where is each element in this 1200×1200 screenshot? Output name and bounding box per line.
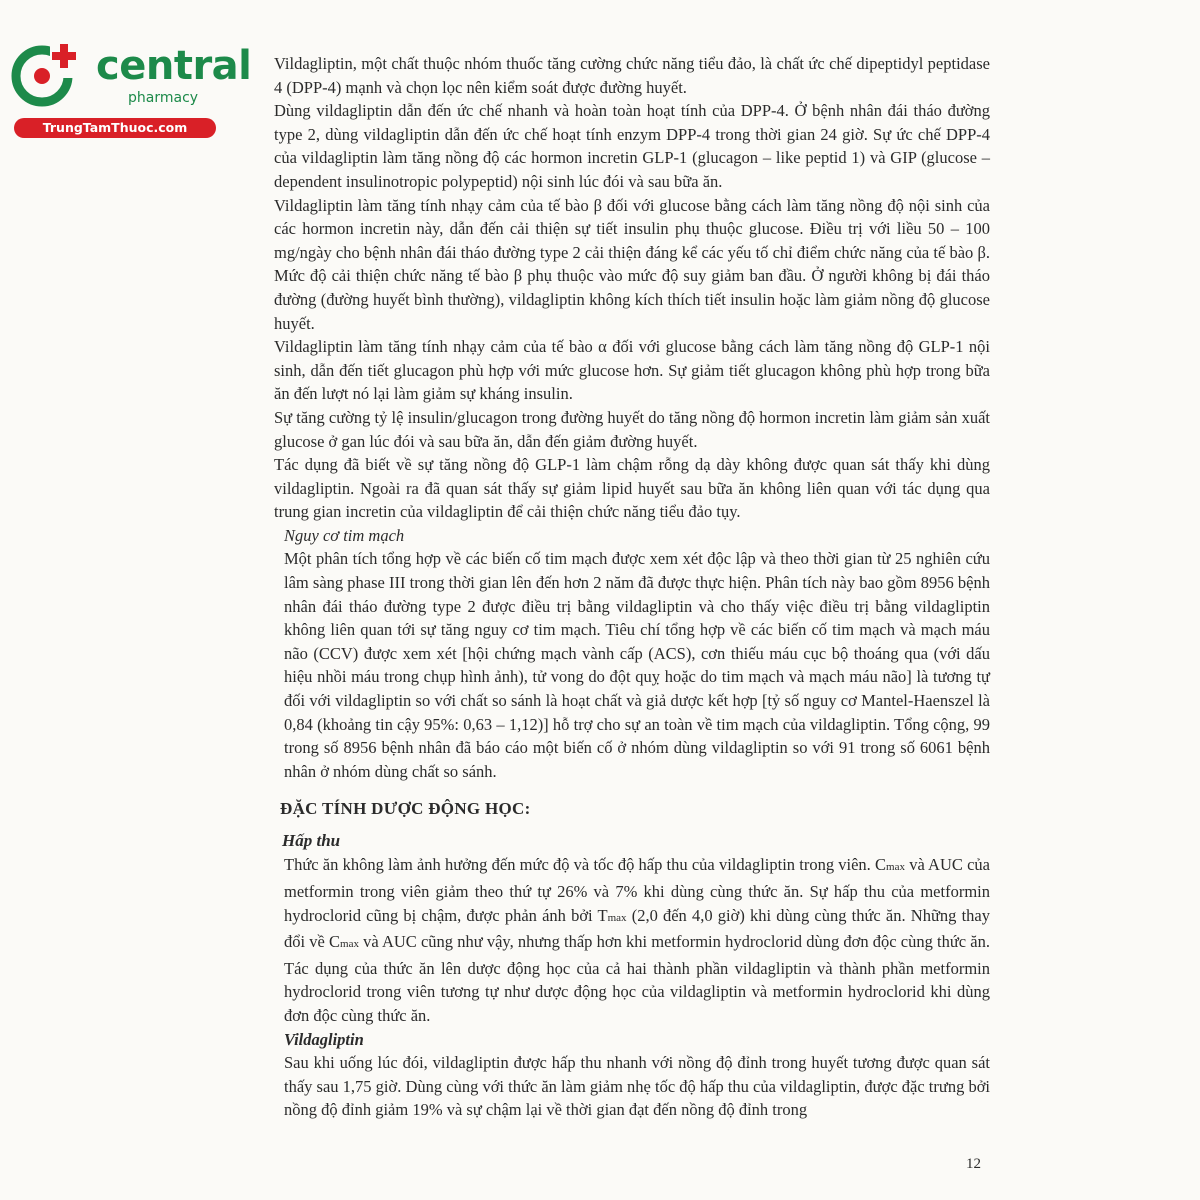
pharmacy-c-icon [10,38,82,110]
paragraph-glp1: Tác dụng đã biết về sự tăng nồng độ GLP-1 làm chậm rỗng dạ dày không được quan sát thấy khi dùng vildagliptin. Ngoài ra đã quan sát thấy sự giảm lipid huyết sau bữa ăn không liên quan với tác dụng qua trung gian incretin của vildagliptin để cải thiện chức năng tiểu đảo tụy. [274,455,990,522]
logo-site-label: TrungTamThuoc.com [14,118,216,138]
central-pharmacy-logo [10,38,252,138]
page-number: 12 [966,1156,981,1172]
vildagliptin-heading: Vildagliptin [284,1029,364,1049]
paragraph-beta-cell: Vildagliptin làm tăng tính nhạy cảm của tế bào β đối với glucose bằng cách làm tăng nồng độ nội sinh của các hormon incretin này, dẫn đến cải thiện sự tiết insulin phụ thuộc glucose. Điều trị với liều 50 – 100 mg/ngày cho bệnh nhân đái tháo đường type 2 cải thiện đáng kể các yếu tố chỉ điểm chức năng của tế bào β. Mức độ cải thiện chức năng tế bào β phụ thuộc vào mức độ suy giảm ban đầu. Ở người không bị đái tháo đường (đường huyết bình thường), vildagliptin không kích thích tiết insulin hoặc làm giảm nồng độ glucose huyết. [274,195,990,333]
paragraph-intro: Vildagliptin, một chất thuộc nhóm thuốc tăng cường chức năng tiểu đảo, là chất ức chế dipeptidyl peptidase 4 (DPP-4) mạnh và chọn lọc nên kiểm soát được đường huyết. [274,54,990,97]
absorption-heading: Hấp thu [282,831,341,851]
pk-section-heading: ĐẶC TÍNH DƯỢC ĐỘNG HỌC: [280,799,531,819]
paragraph-alpha-cell: Vildagliptin làm tăng tính nhạy cảm của tế bào α đối với glucose bằng cách làm tăng nồng độ GLP-1 nội sinh, dẫn đến tiết glucagon phù hợp với mức glucose hơn. Sự giảm tiết glucagon không phù hợp trong bữa ăn đến lượt nó lại làm giảm sự kháng insulin. [274,337,990,404]
logo-brand-text: central [96,43,252,89]
paragraph-dpp4: Dùng vildagliptin dẫn đến ức chế nhanh và hoàn toàn hoạt tính của DPP-4. Ở bệnh nhân đái tháo đường type 2, dùng vildagliptin dẫn đến ức chế hoạt tính enzym DPP-4 trong thời gian 24 giờ. Sự ức chế DPP-4 của vildagliptin làm tăng nồng độ các hormon incretin GLP-1 (glucagon – like peptid 1) và GIP (glucose – dependent insulinotropic polypeptid) nội sinh lúc đói và sau bữa ăn. [274,101,990,191]
absorption-paragraph: Thức ăn không làm ảnh hưởng đến mức độ và tốc độ hấp thu của vildagliptin trong viên. Cmax và AUC của metformin trong viên giảm theo thứ tự 26% và 7% khi dùng cùng thức ăn. Sự hấp thu của metformin hydroclorid cũng bị chậm, được phản ánh bởi Tmax (2,0 đến 4,0 giờ) khi dùng cùng thức ăn. Những thay đổi về Cmax và AUC cũng như vậy, nhưng thấp hơn khi metformin hydroclorid dùng đơn độc cùng thức ăn. Tác dụng của thức ăn lên dược động học của cả hai thành phần vildagliptin và thành phần metformin hydroclorid trong viên tương tự như dược động học của vildagliptin và metformin hydroclorid khi dùng đơn độc cùng thức ăn. [284,855,990,1025]
logo-sub-text: pharmacy [128,90,199,106]
document-body [274,52,990,1122]
cardio-heading: Nguy cơ tim mạch [284,525,405,545]
vildagliptin-paragraph: Sau khi uống lúc đói, vildagliptin được hấp thu nhanh với nồng độ đỉnh trong huyết tương được quan sát thấy sau 1,75 giờ. Dùng cùng với thức ăn làm giảm nhẹ tốc độ hấp thu của vildagliptin, được đặc trưng bởi nồng độ đỉnh giảm 19% và sự chậm lại về thời gian đạt đến nồng độ đỉnh trong [284,1053,991,1120]
cardio-paragraph: Một phân tích tổng hợp về các biến cố tim mạch được xem xét độc lập và theo thời gian từ 25 nghiên cứu lâm sàng phase III trong thời gian lên đến hơn 2 năm đã được thực hiện. Phân tích này bao gồm 8956 bệnh nhân đái tháo đường type 2 được điều trị bằng vildagliptin và cho thấy việc điều trị bằng vildagliptin không liên quan tới sự tăng nguy cơ tim mạch. Tiêu chí tổng hợp về các biến cố tim mạch và mạch máu não (CCV) được xem xét [hội chứng mạch vành cấp (ACS), cơn thiếu máu cục bộ thoáng qua (với dấu hiệu nhồi máu trong chụp hình ảnh), tử vong do đột quỵ hoặc do tim mạch và mạch máu não] là tương tự đối với vildagliptin so với chất so sánh là hoạt chất và giả dược kết hợp [tỷ số nguy cơ Mantel-Haenszel là 0,84 (khoảng tin cậy 95%: 0,63 – 1,12)] hỗ trợ cho sự an toàn về tim mạch của vildagliptin. Tổng cộng, 99 trong số 8956 bệnh nhân đã báo cáo một biến cố ở nhóm dùng vildagliptin so với 91 trong số 6061 bệnh nhân ở nhóm dùng chất so sánh. [284,549,990,781]
paragraph-insulin-ratio: Sự tăng cường tỷ lệ insulin/glucagon trong đường huyết do tăng nồng độ hormon incretin làm giảm sản xuất glucose ở gan lúc đói và sau bữa ăn, dẫn đến giảm đường huyết. [274,407,990,451]
